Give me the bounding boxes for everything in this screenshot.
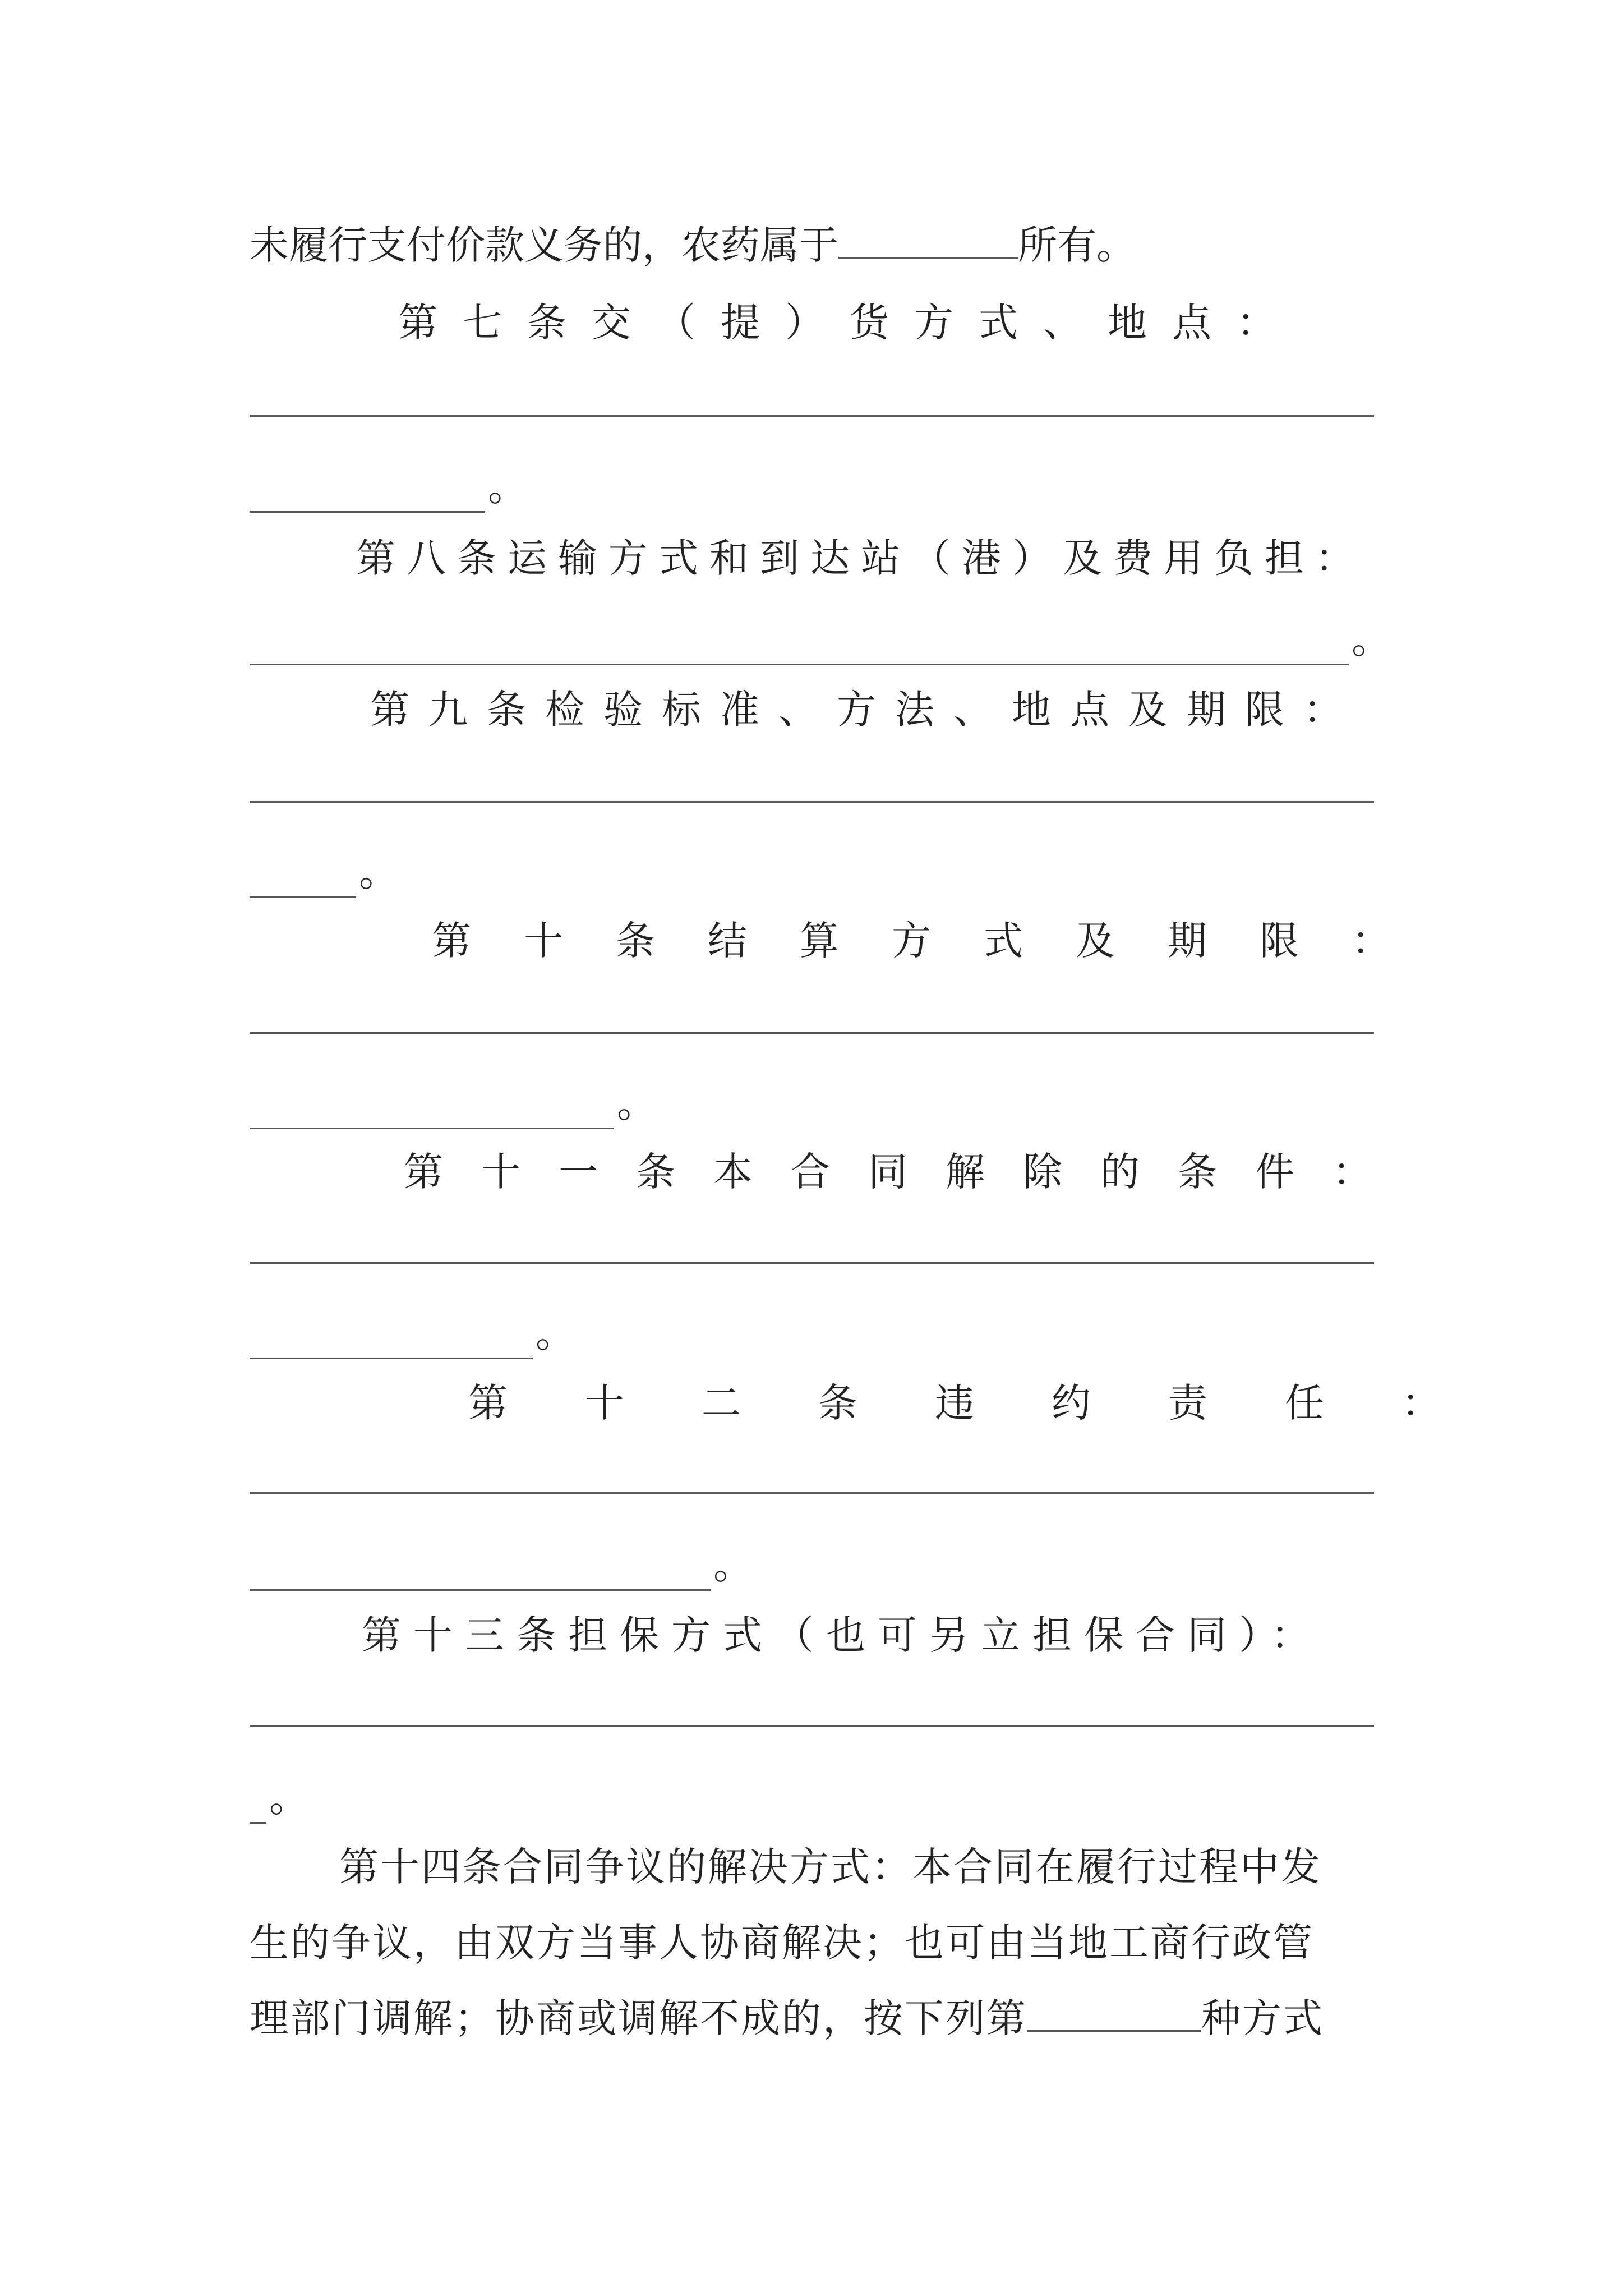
article-11-blank-end[interactable] [250, 1303, 586, 1364]
article-12-blank-end[interactable] [250, 1534, 754, 1596]
article-9-text: 第九条检验标准、方法、地点及期限： [370, 687, 1362, 733]
article-10-blank-line[interactable] [250, 1032, 1374, 1034]
ownership-text: 未履行支付价款义务的，农药属于 [250, 222, 838, 268]
article-9-blank-end[interactable] [250, 841, 418, 903]
article-8-text: 第八条运输方式和到达站（港）及费用负担： [356, 535, 1366, 581]
article-9-period: 。 [359, 849, 398, 895]
article-12-blank-line[interactable] [250, 1492, 1374, 1494]
article-13-blank-short[interactable] [250, 1783, 266, 1824]
article-7-blank-end[interactable] [250, 456, 530, 518]
article-9-blank-short[interactable] [250, 857, 356, 898]
contract-line-ownership [250, 214, 1394, 276]
article-12-blank-short[interactable] [250, 1550, 711, 1591]
article-14-line-2 [250, 1912, 1394, 1973]
article-13-text: 第十三条担保方式（也可另立担保合同）： [362, 1612, 1322, 1658]
article-13-heading [362, 1604, 1394, 1666]
article-7-text: 第七条交（提）货方式、地点： [398, 300, 1301, 346]
article-13-period: 。 [269, 1775, 308, 1821]
article-11-blank-line[interactable] [250, 1262, 1374, 1264]
article-11-period: 。 [536, 1310, 575, 1356]
article-8-blank-end[interactable] [250, 609, 1394, 670]
article-14-text-3: 理部门调解；协商或调解不成的，按下列第 [250, 1995, 1027, 2041]
article-10-text: 第十条结算方式及期限： [432, 918, 1444, 964]
article-10-blank-end[interactable] [250, 1073, 665, 1134]
article-7-period: 。 [488, 464, 527, 510]
article-14-text-3-end: 种方式 [1201, 1995, 1324, 2041]
article-9-heading [370, 679, 1394, 740]
article-12-heading [468, 1372, 1518, 1434]
article-12-period: 。 [713, 1542, 753, 1588]
article-14-text-1: 第十四条合同争议的解决方式：本合同在履行过程中发 [339, 1844, 1322, 1890]
article-10-heading [432, 910, 1444, 972]
article-7-heading [398, 292, 1368, 353]
dispute-method-blank[interactable] [1027, 1991, 1201, 2032]
article-11-heading [404, 1141, 1410, 1203]
article-14-text-2: 生的争议，由双方当事人协商解决；也可由当地工商行政管 [250, 1920, 1314, 1966]
article-13-blank-line[interactable] [250, 1725, 1374, 1727]
article-12-text: 第十二条违约责任： [468, 1380, 1518, 1426]
article-7-blank-line[interactable] [250, 415, 1374, 417]
article-11-blank-short[interactable] [250, 1318, 533, 1359]
ownership-blank[interactable] [838, 218, 1018, 259]
article-10-blank-short[interactable] [250, 1088, 614, 1129]
article-9-blank-line[interactable] [250, 801, 1374, 803]
article-8-period: 。 [1352, 616, 1391, 662]
article-11-text: 第十一条本合同解除的条件： [404, 1149, 1410, 1195]
ownership-text-end: 所有。 [1018, 222, 1136, 268]
article-13-blank-end[interactable] [250, 1767, 362, 1829]
article-8-heading [356, 527, 1394, 589]
article-14-line-1 [339, 1836, 1394, 1898]
article-8-blank[interactable] [250, 624, 1349, 665]
article-14-line-3 [250, 1987, 1394, 2049]
article-10-period: 。 [617, 1080, 656, 1126]
article-7-blank-short[interactable] [250, 472, 485, 513]
